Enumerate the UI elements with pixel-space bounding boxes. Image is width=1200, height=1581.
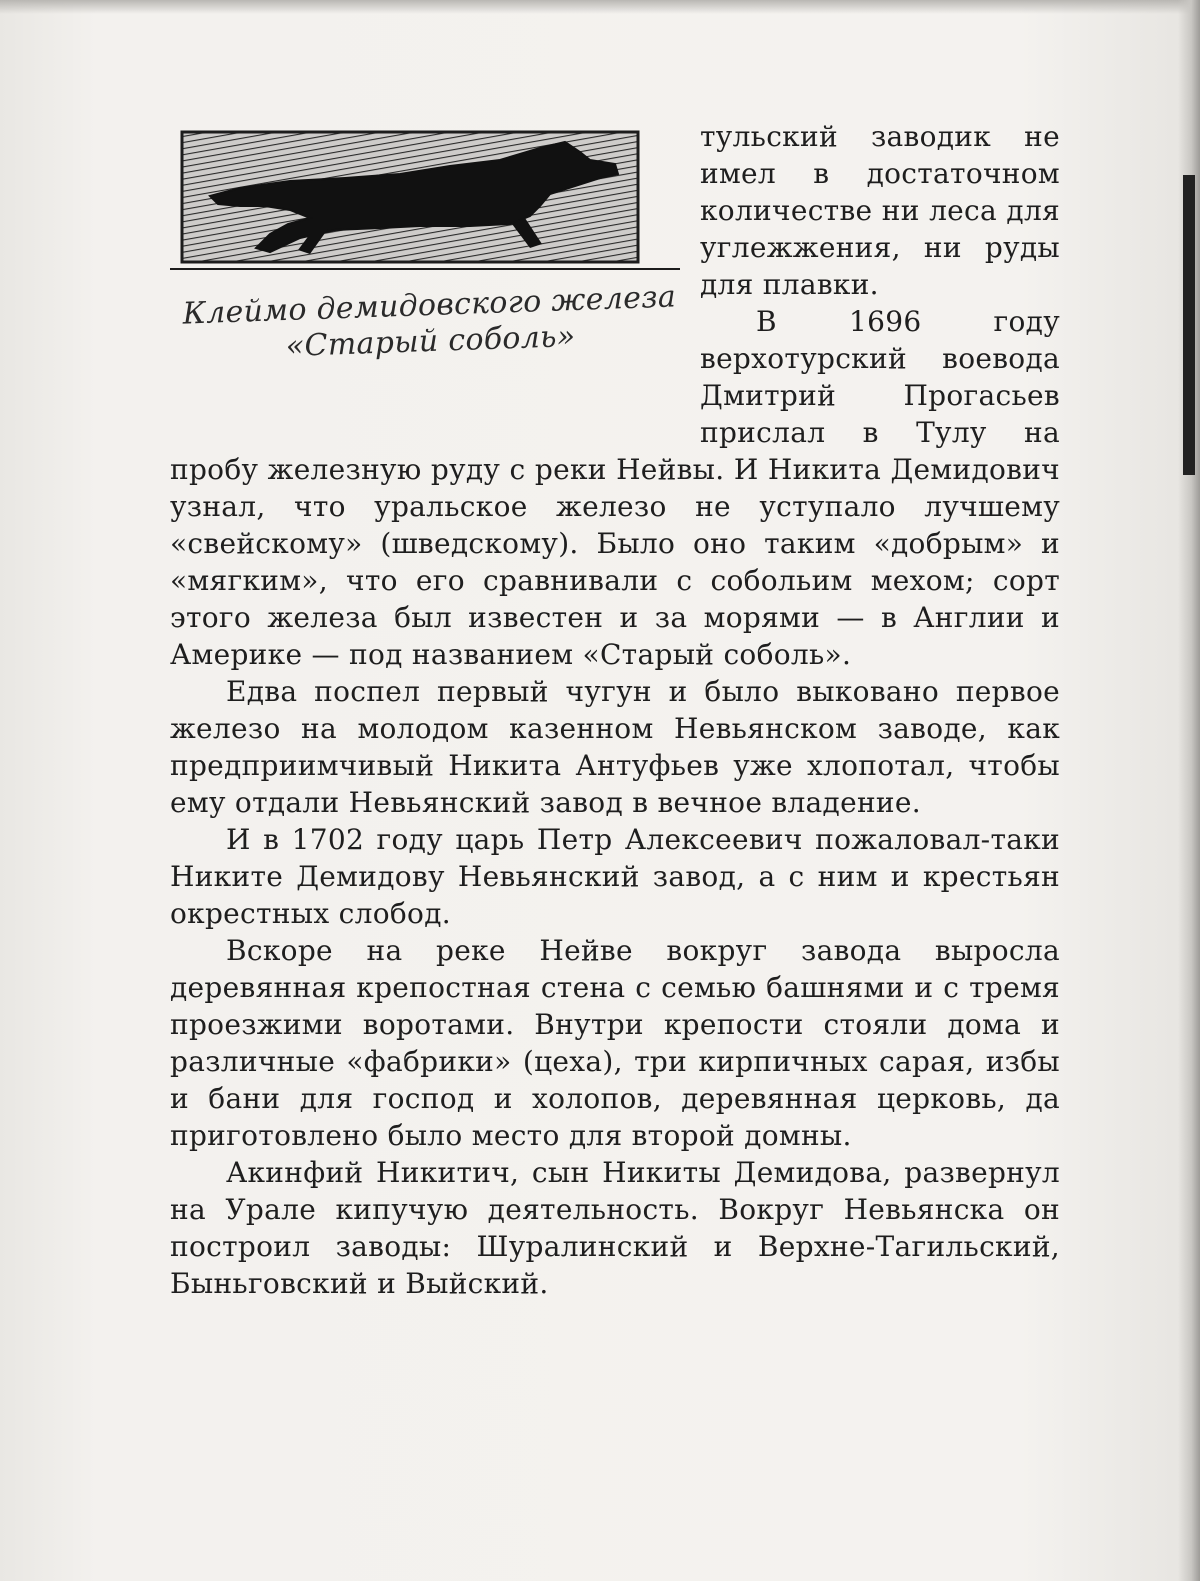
article-text <box>170 118 1060 1302</box>
old-sable-stamp-illustration <box>170 126 690 276</box>
paragraph-4: И в 1702 году царь Петр Алексеевич пожаловал-таки Никите Демидову Невьянский завод, а с ним и крестьян окрестных слобод. <box>170 821 1060 932</box>
paragraph-1: тульский заводик не имел в достаточном количестве ни леса для углежжения, ни руды для плавки. <box>170 118 1060 303</box>
paragraph-5: Вскоре на реке Нейве вокруг завода выросла деревянная крепостная стена с семью башнями и с тремя проезжими воротами. Внутри крепости стояли дома и различные «фабрики» (цеха), три кирпичных сарая, избы и бани для господ и холопов, деревянная церковь, да приготовлено было место для второй домны. <box>170 932 1060 1154</box>
stamp-caption: Клеймо демидовского железа «Старый соболь» <box>169 279 691 369</box>
stamp-figure <box>170 118 690 443</box>
scan-top-shadow <box>0 0 1200 14</box>
paragraph-3: Едва поспел первый чугун и было выковано первое железо на молодом казенном Невьянском заводе, как предприимчивый Никита Антуфьев уже хлопотал, чтобы ему отдали Невьянский завод в вечное владение. <box>170 673 1060 821</box>
binding-mark <box>1183 175 1195 475</box>
scanned-page <box>0 0 1200 1581</box>
paragraph-6: Акинфий Никитич, сын Никиты Демидова, развернул на Урале кипучую деятельность. Вокруг Невьянска он построил заводы: Шуралинский и Верхне-Тагильский, Быньговский и Выйский. <box>170 1154 1060 1302</box>
paragraph-2: В 1696 году верхотурский воевода Дмитрий Прогасьев прислал в Тулу на пробу железную руду с реки Нейвы. И Никита Демидович узнал, что уральское железо не уступало лучшему «свейскому» (шведскому). Было оно таким «добрым» и «мягким», что его сравнивали с собольим мехом; сорт этого железа был известен и за морями — в Англии и Америке — под названием «Старый соболь». <box>170 303 1060 673</box>
